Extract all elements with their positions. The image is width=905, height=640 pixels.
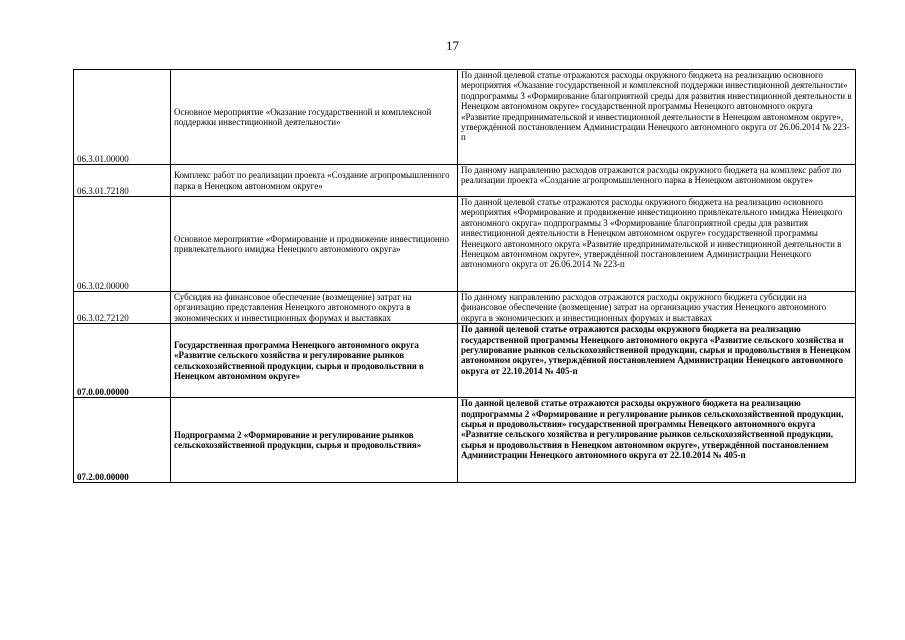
table-row xyxy=(74,292,856,324)
target-article-description: По данной целевой статье отражаются расходы окружного бюджета на реализацию государственной программы Ненецкого автономного округа «Развитие сельского хозяйства и регулирование рынков сельскохозяйственной продукции, сырья и продовольствия в Ненецком автономном округе», утверждённой постановлением Администрации Ненецкого автономного округа от 22.10.2014 № 405-п xyxy=(458,324,856,398)
target-article-code: 06.3.02.00000 xyxy=(74,197,171,292)
target-article-description: По данному направлению расходов отражаются расходы окружного бюджета субсидии на финансовое обеспечение (возмещение) затрат на организацию участия Ненецкого автономного округа в экономических и инвестиционных форумах и выставках xyxy=(458,292,856,324)
budget-classification-table xyxy=(73,69,856,483)
target-article-name: Субсидия на финансовое обеспечение (возмещение) затрат на организацию представления Ненецкого автономного округа в экономических и инвестиционных форумах и выставках xyxy=(171,292,458,324)
table-row xyxy=(74,324,856,398)
target-article-description: По данной целевой статье отражаются расходы окружного бюджета на реализацию основного мероприятия «Формирование и продвижение инвестиционно привлекательного имиджа Ненецкого автономного округа» подпрограммы 3 «Формирование благоприятной среды для развития инвестиционной деятельности в Ненецком автономном округе» государственной программы Ненецкого автономного округа «Развитие предпринимательской и инвестиционной деятельности в Ненецком автономном округе», утверждённой постановлением Администрации Ненецкого автономного округа от 26.06.2014 № 223-п xyxy=(458,197,856,292)
target-article-code: 07.0.00.00000 xyxy=(74,324,171,398)
table-row xyxy=(74,165,856,197)
table-row xyxy=(74,197,856,292)
target-article-code: 07.2.00.00000 xyxy=(74,398,171,483)
target-article-code: 06.3.01.00000 xyxy=(74,70,171,165)
target-article-name: Комплекс работ по реализации проекта «Создание агропромышленного парка в Ненецком автономном округе» xyxy=(171,165,458,197)
target-article-name: Подпрограмма 2 «Формирование и регулирование рынков сельскохозяйственной продукции, сырья и продовольствия» xyxy=(171,398,458,483)
target-article-name: Основное мероприятие «Оказание государственной и комплексной поддержки инвестиционной деятельности» xyxy=(171,70,458,165)
table-row xyxy=(74,398,856,483)
target-article-code: 06.3.01.72180 xyxy=(74,165,171,197)
target-article-description: По данному направлению расходов отражаются расходы окружного бюджета на комплекс работ по реализации проекта «Создание агропромышленного парка в Ненецком автономном округе» xyxy=(458,165,856,197)
target-article-name: Государственная программа Ненецкого автономного округа «Развитие сельского хозяйства и регулирование рынков сельскохозяйственной продукции, сырья и продовольствия в Ненецком автономном округе» xyxy=(171,324,458,398)
target-article-description: По данной целевой статье отражаются расходы окружного бюджета на реализацию подпрограммы 2 «Формирование и регулирование рынков сельскохозяйственной продукции, сырья и продовольствия» государственной программы Ненецкого автономного округа «Развитие сельского хозяйства и регулирование рынков сельскохозяйственной продукции, сырья и продовольствия в Ненецком автономном округе», утверждённой постановлением Администрации Ненецкого автономного округа от 22.10.2014 № 405-п xyxy=(458,398,856,483)
target-article-name: Основное мероприятие «Формирование и продвижение инвестиционно привлекательного имиджа Ненецкого автономного округа» xyxy=(171,197,458,292)
target-article-code: 06.3.02.72120 xyxy=(74,292,171,324)
page-number: 17 xyxy=(446,38,459,53)
target-article-description: По данной целевой статье отражаются расходы окружного бюджета на реализацию основного мероприятия «Оказание государственной и комплексной поддержки инвестиционной деятельности» подпрограммы 3 «Формирование благоприятной среды для развития инвестиционной деятельности в Ненецком автономном округе» государственной программы Ненецкого автономного округа «Развитие предпринимательской и инвестиционной деятельности в Ненецком автономном округе», утверждённой постановлением Администрации Ненецкого автономного округа от 26.06.2014 № 223-п xyxy=(458,70,856,165)
table-row xyxy=(74,70,856,165)
